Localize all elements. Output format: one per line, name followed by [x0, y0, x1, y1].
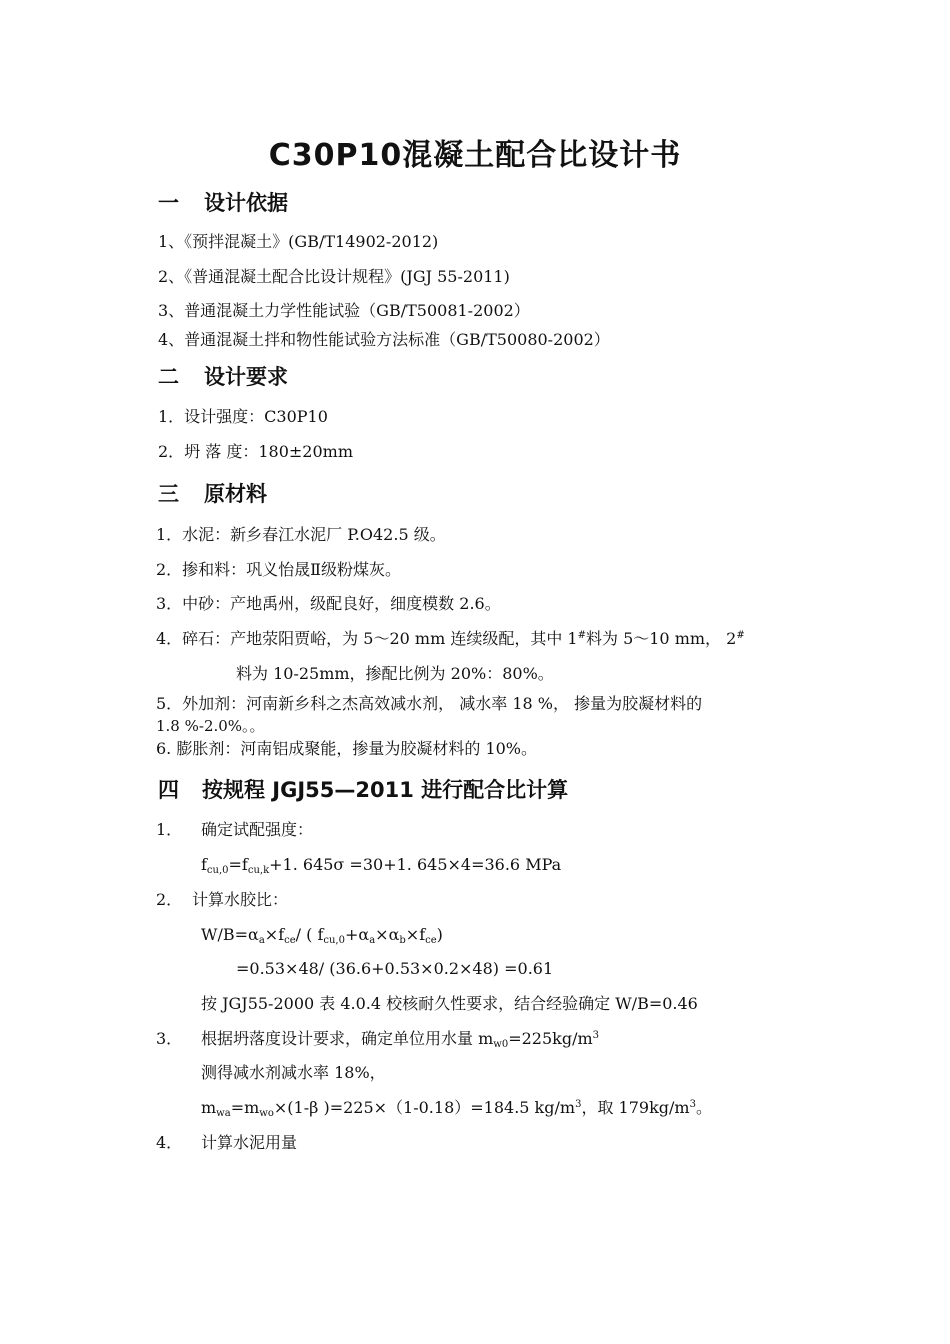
- list-item: 3．中砂：产地禹州，级配良好，细度模数 2.6。: [156, 594, 501, 613]
- subscript: a: [369, 935, 376, 946]
- list-item: 1、《预拌混凝土》(GB/T14902-2012): [158, 232, 439, 251]
- step-text: 测得减水剂减水率 18%，: [201, 1063, 386, 1082]
- subscript: ce: [284, 935, 296, 946]
- formula-wb: [201, 925, 443, 945]
- formula-mwa: [201, 1098, 712, 1118]
- list-item-continuation: 1.8 %-2.0%。。: [156, 717, 265, 735]
- item-text: 4．碎石：产地荥阳贾峪，为 5～20 mm 连续级配，其中 1: [156, 629, 578, 648]
- formula-text: / ( f: [295, 925, 324, 944]
- section-heading-2: [158, 363, 288, 391]
- formula-wb-check: 按 JGJ55-2000 表 4.0.4 校核耐久性要求，结合经验确定 W/B=0.46: [201, 994, 698, 1013]
- formula-text: ，取 179kg/m: [581, 1098, 690, 1117]
- section-heading-1: [158, 189, 288, 217]
- formula-wb-result: =0.53×48/ (36.6+0.53×0.2×48) =0.61: [236, 959, 554, 978]
- subscript: wa: [216, 1108, 231, 1119]
- formula-text: =f: [228, 855, 248, 874]
- section-number: 三: [158, 482, 179, 506]
- section-number: 四: [158, 778, 179, 802]
- subscript: a: [258, 935, 265, 946]
- formula-fcu0: [201, 855, 561, 875]
- formula-text: =m: [230, 1098, 260, 1117]
- subscript: cu,0: [206, 865, 229, 876]
- step-title: 确定试配强度：: [201, 820, 314, 839]
- formula-text: m: [201, 1098, 217, 1117]
- subscript: w0: [493, 1039, 509, 1050]
- list-item: 2．掺和料：巩义怡晟Ⅱ级粉煤灰。: [156, 560, 402, 579]
- section-number: 一: [158, 191, 179, 215]
- superscript: 3: [689, 1099, 696, 1110]
- subscript: cu,0: [323, 935, 345, 946]
- formula-text: ×f: [405, 925, 426, 944]
- subscript: ce: [425, 935, 437, 946]
- formula-text: +α: [344, 925, 370, 944]
- section-heading-4: [158, 776, 568, 804]
- step-number: 3．: [156, 1029, 183, 1048]
- list-item-continuation: 料为 10-25mm，掺配比例为 20%：80%。: [236, 664, 554, 683]
- step-title: 计算水胶比：: [192, 890, 289, 909]
- subscript: cu,k: [247, 865, 270, 876]
- formula-text: ×α: [375, 925, 400, 944]
- list-item: 1．水泥：新乡春江水泥厂 P.O42.5 级。: [156, 525, 446, 544]
- section-title: 按规程 JGJ55—2011 进行配合比计算: [202, 778, 569, 802]
- section-title: 原材料: [204, 482, 267, 506]
- formula-text: W/B=α: [201, 925, 259, 944]
- formula-text: ×f: [264, 925, 285, 944]
- list-item: [156, 629, 745, 649]
- section-title: 设计要求: [204, 365, 288, 389]
- section-heading-3: [158, 480, 267, 508]
- step-number: 4．: [156, 1133, 183, 1152]
- step-title: [201, 1029, 599, 1049]
- list-item: 4、普通混凝土拌和物性能试验方法标准（GB/T50080-2002）: [158, 330, 610, 349]
- step-title: 计算水泥用量: [201, 1133, 298, 1152]
- subscript: b: [399, 935, 406, 946]
- formula-text: +1. 645σ =30+1. 645×4=36.6 MPa: [269, 855, 562, 874]
- page-title: C30P10混凝土配合比设计书: [268, 138, 682, 173]
- step-text: 根据坍落度设计要求，确定单位用水量 m: [201, 1029, 494, 1048]
- list-item: 3、普通混凝土力学性能试验（GB/T50081-2002）: [158, 301, 530, 320]
- item-text: 料为 5～10 mm， 2: [585, 629, 737, 648]
- list-item: 2．坍 落 度：180±20mm: [158, 442, 354, 461]
- list-item: 6. 膨胀剂：河南铝成聚能，掺量为胶凝材料的 10%。: [156, 739, 538, 758]
- step-number: 2．: [156, 890, 183, 909]
- section-title: 设计依据: [204, 191, 288, 215]
- step-text: =225kg/m: [508, 1029, 593, 1048]
- superscript: #: [736, 630, 745, 641]
- step-number: 1．: [156, 820, 183, 839]
- formula-text: ×(1-β )=225×（1-0.18）=184.5 kg/m: [273, 1098, 576, 1117]
- subscript: wo: [259, 1108, 274, 1119]
- superscript: 3: [575, 1099, 582, 1110]
- section-number: 二: [158, 365, 179, 389]
- list-item: 1．设计强度：C30P10: [158, 407, 328, 426]
- superscript: #: [577, 630, 586, 641]
- formula-text: 。: [695, 1098, 712, 1117]
- formula-text: ): [436, 925, 443, 944]
- list-item: 5．外加剂：河南新乡科之杰高效减水剂， 减水率 18 %， 掺量为胶凝材料的: [156, 694, 703, 713]
- formula-text: f: [201, 855, 207, 874]
- list-item: 2、《普通混凝土配合比设计规程》(JGJ 55-2011): [158, 267, 510, 286]
- superscript: 3: [592, 1030, 600, 1041]
